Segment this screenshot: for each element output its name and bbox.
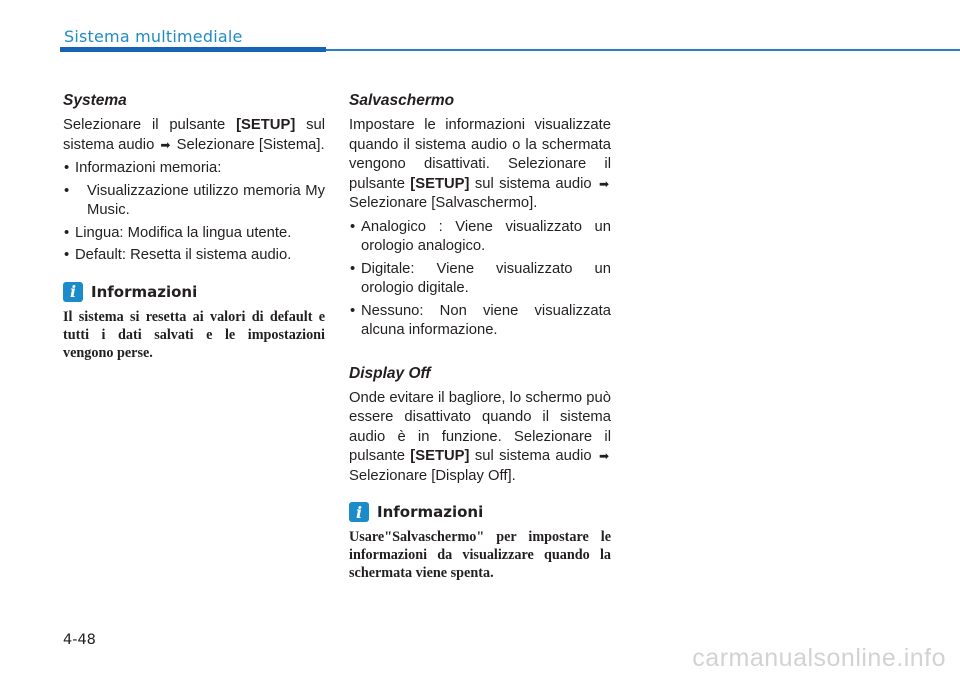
list-item-sub: • Visualizzazione utilizzo memoria My Music. — [63, 182, 325, 221]
list-item: • Lingua: Modifica la lingua utente. — [63, 224, 325, 244]
watermark: carmanualsonline.info — [692, 644, 946, 672]
salvaschermo-list — [349, 218, 611, 341]
setup-button-ref: [SETUP] — [410, 175, 470, 192]
page-number: 4-48 — [63, 632, 96, 648]
salvaschermo-intro: Impostare le informazioni visualizzate quando il sistema audio o la schermata vengono disattivati. Selezionare il pulsante [SETUP] sul sistema audio ➡ Selezionare [Salvaschermo]. — [349, 117, 611, 211]
list-item: • Digitale: Viene visualizzato un orologio digitale. — [349, 260, 611, 299]
display-off-text: Onde evitare il bagliore, lo schermo può essere disattivato quando il sistema audio è in funzione. Selezionare il pulsante [SETUP] sul sistema audio ➡ Selezionare [Display Off]. — [349, 389, 611, 484]
middle-column — [349, 92, 611, 582]
list-item: • Analogico : Viene visualizzato un orologio analogico. — [349, 218, 611, 257]
setup-button-ref: [SETUP] — [236, 117, 296, 133]
info-header — [63, 282, 325, 302]
arrow-right-icon: ➡ — [598, 449, 609, 463]
list-item: • Nessuno: Non viene visualizzata alcuna informazione. — [349, 302, 611, 341]
info-text: Usare"Salvaschermo" per impostare le informazioni da visualizzare quando la schermata viene spenta. — [349, 529, 611, 581]
list-item: • Informazioni memoria: — [63, 159, 325, 179]
info-icon: i — [63, 282, 83, 302]
info-icon: i — [349, 502, 369, 522]
header-bar-dark — [60, 47, 326, 52]
header-bar-light — [326, 49, 960, 51]
info-text: Il sistema si resetta ai valori di default e tutti i dati salvati e le impostazioni vengono perse. — [63, 308, 325, 361]
info-title: Informazioni — [377, 503, 484, 521]
list-item: • Default: Resetta il sistema audio. — [63, 246, 325, 266]
heading-display-off: Display Off — [349, 364, 431, 382]
arrow-right-icon: ➡ — [598, 176, 609, 191]
heading-systema: Systema — [63, 92, 127, 109]
setup-button-ref: [SETUP] — [410, 448, 470, 464]
systema-intro: Selezionare il pulsante [SETUP] sul sistema audio ➡ Selezionare [Sistema]. — [63, 117, 325, 153]
systema-list — [63, 159, 325, 266]
info-title: Informazioni — [91, 282, 198, 301]
heading-salvaschermo: Salvaschermo — [349, 92, 455, 109]
left-column — [63, 92, 325, 362]
info-header — [349, 502, 611, 522]
arrow-right-icon: ➡ — [160, 137, 171, 152]
section-title: Sistema multimediale — [64, 27, 243, 46]
